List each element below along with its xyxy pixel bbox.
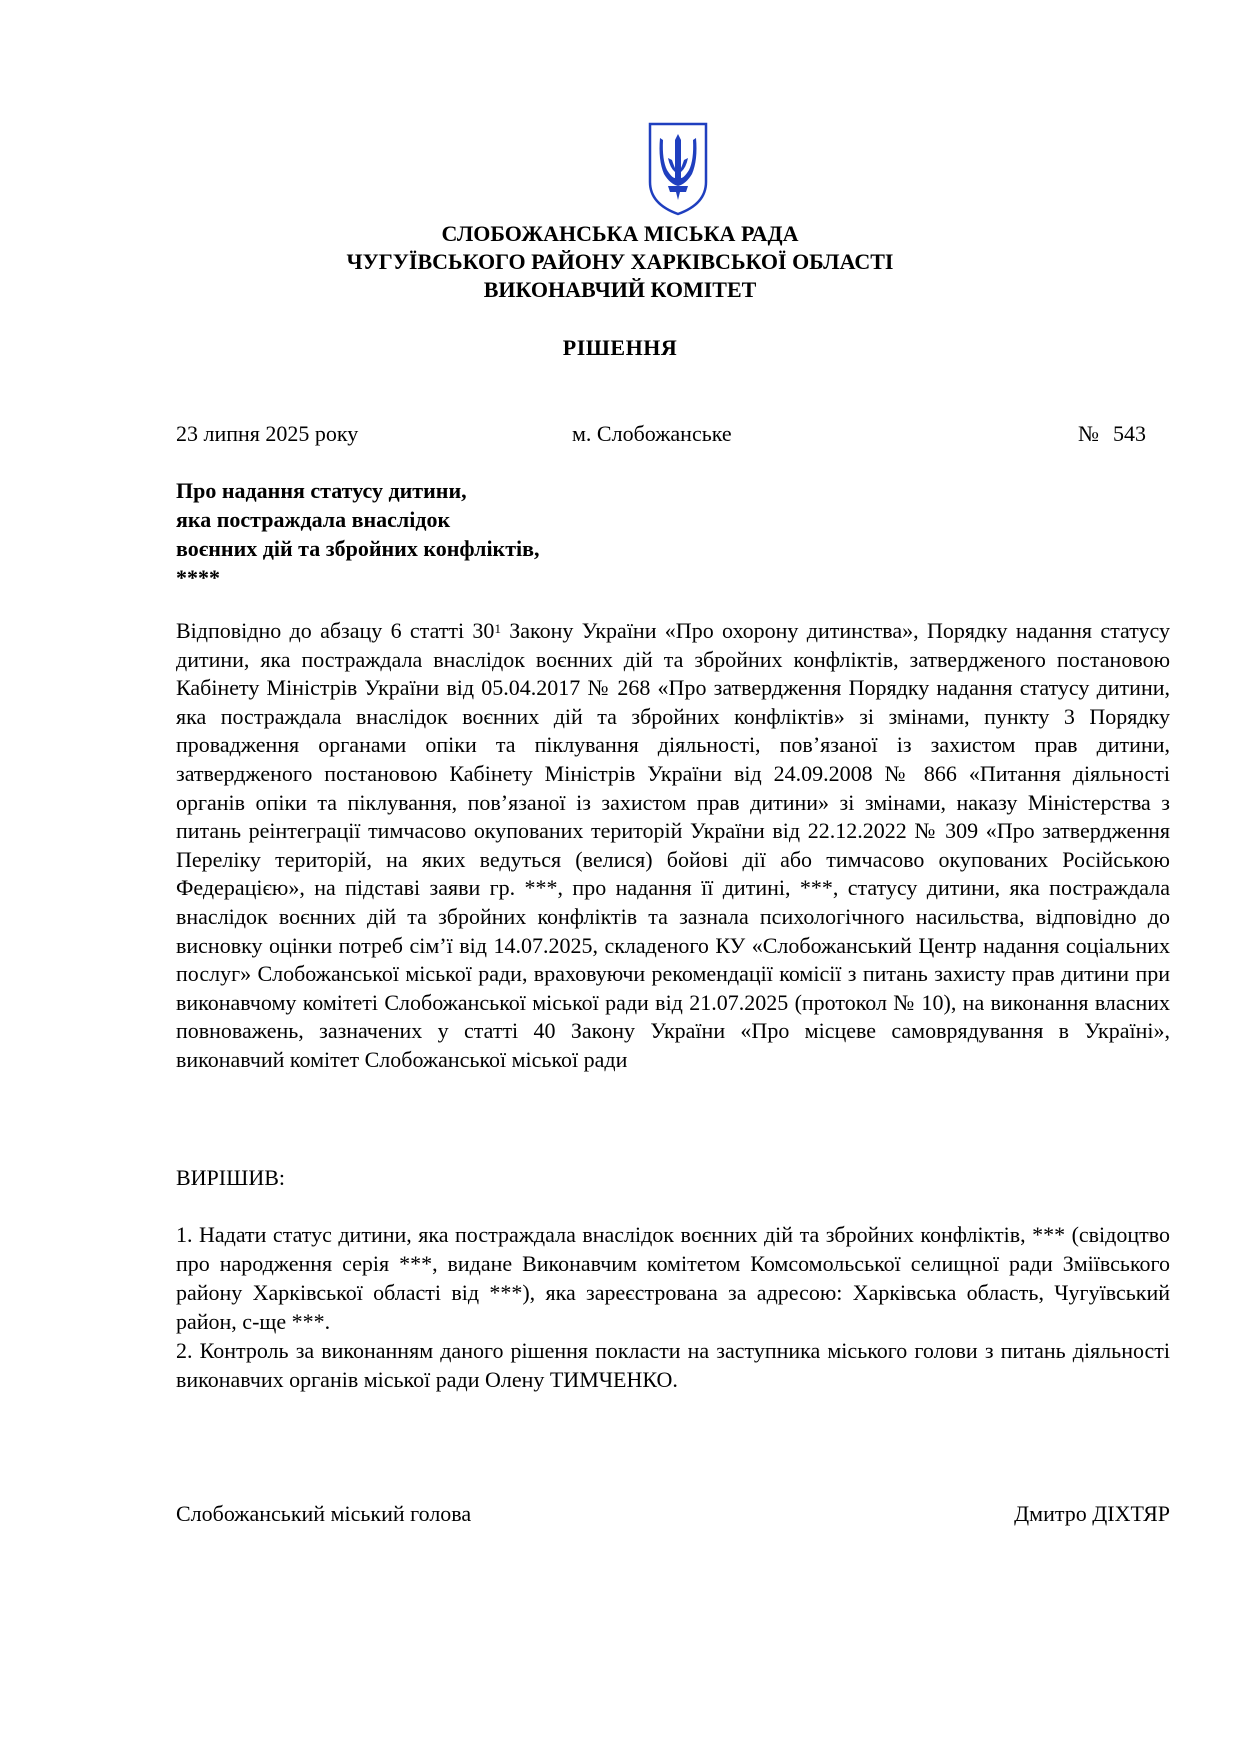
subject-line: **** [176, 565, 220, 590]
decision-subject [176, 476, 736, 592]
preamble-paragraph [176, 617, 1170, 1075]
resolved-label: ВИРІШИВ: [176, 1165, 285, 1190]
subject-line: воєнних дій та збройних конфліктів, [176, 536, 540, 561]
trident-coat-of-arms-icon [646, 120, 710, 216]
council-name: СЛОБОЖАНСЬКА МІСЬКА РАДА [441, 221, 799, 246]
number-value: 543 [1113, 421, 1146, 446]
decision-item: 2. Контроль за виконанням даного рішення покласти на заступника міського голови з питань діяльності виконавчих органів міської ради Олену ТИМЧЕНКО. [176, 1338, 1170, 1392]
decision-items [176, 1220, 1170, 1394]
preamble-rest: Закону України «Про охорону дитинства», Порядку надання статусу дитини, яка постраждала внаслідок воєнних дій та збройних конфліктів, затвердженого постановою Кабінету Міністрів України від 05.04.2017 № 268 «Про затвердження Порядку надання статусу дитини, яка постраждала внаслідок воєнних дій та збройних конфліктів» зі змінами, пункту 3 Порядку провадження органами опіки та піклування діяльності, пов’язаної із захистом прав дитини, затвердженого постановою Кабінету Міністрів України від 24.09.2008 № 866 «Питання діяльності органів опіки та піклування, пов’язаної із захистом прав дитини» зі змінами, наказу Міністерства з питань реінтеграції тимчасово окупованих територій України від 22.12.2022 № 309 «Про затвердження Переліку територій, на яких ведуться (велися) бойові дії або тимчасово окупованих Російською Федерацією», на підставі заяви гр. ***, про надання її дитині, ***, статусу дитини, яка постраждала внаслідок воєнних дій та збройних конфліктів та зазнала психологічного насильства, відповідно до висновку оцінки потреб сім’ї від 14.07.2025, складеного КУ «Слобожанський Центр надання соціальних послуг» Слобожанської міської ради, враховуючи рекомендації комісії з питань захисту прав дитини при виконавчому комітеті Слобожанської міської ради від 21.07.2025 (протокол № 10), на виконання власних повноважень, зазначених у статті 40 Закону України «Про місцеве самоврядування в Україні», виконавчий комітет Слобожанської міської ради [176, 618, 1170, 1072]
signatory-title: Слобожанський міський голова [176, 1501, 472, 1526]
decision-item: 1. Надати статус дитини, яка постраждала внаслідок воєнних дій та збройних конфліктів, *** (свідоцтво про народження серія ***, видане Виконавчим комітетом Комсомольської селищної ради Зміївського району Харківської області від ***), яка зареєстрована за адресою: Харківська область, Чугуївський район, с-ще ***. [176, 1222, 1170, 1334]
district-name: ЧУГУЇВСЬКОГО РАЙОНУ ХАРКІВСЬКОЇ ОБЛАСТІ [346, 249, 894, 274]
decision-date: 23 липня 2025 року [176, 421, 359, 446]
signature-block [176, 1500, 1170, 1528]
committee-name: ВИКОНАВЧИЙ КОМІТЕТ [483, 277, 757, 302]
subject-line: Про надання статусу дитини, [176, 478, 467, 503]
article-superscript: 1 [494, 621, 501, 636]
decision-number [1078, 420, 1146, 448]
decision-meta-row [176, 420, 1146, 448]
decision-city: м. Слобожанське [572, 421, 732, 446]
signatory-name: Дмитро ДІХТЯР [1014, 1501, 1170, 1526]
document-type-title: РІШЕННЯ [562, 335, 678, 360]
number-sign: № [1078, 421, 1099, 446]
subject-line: яка постраждала внаслідок [176, 507, 451, 532]
preamble-start: Відповідно до абзацу 6 статті 30 [176, 618, 495, 643]
